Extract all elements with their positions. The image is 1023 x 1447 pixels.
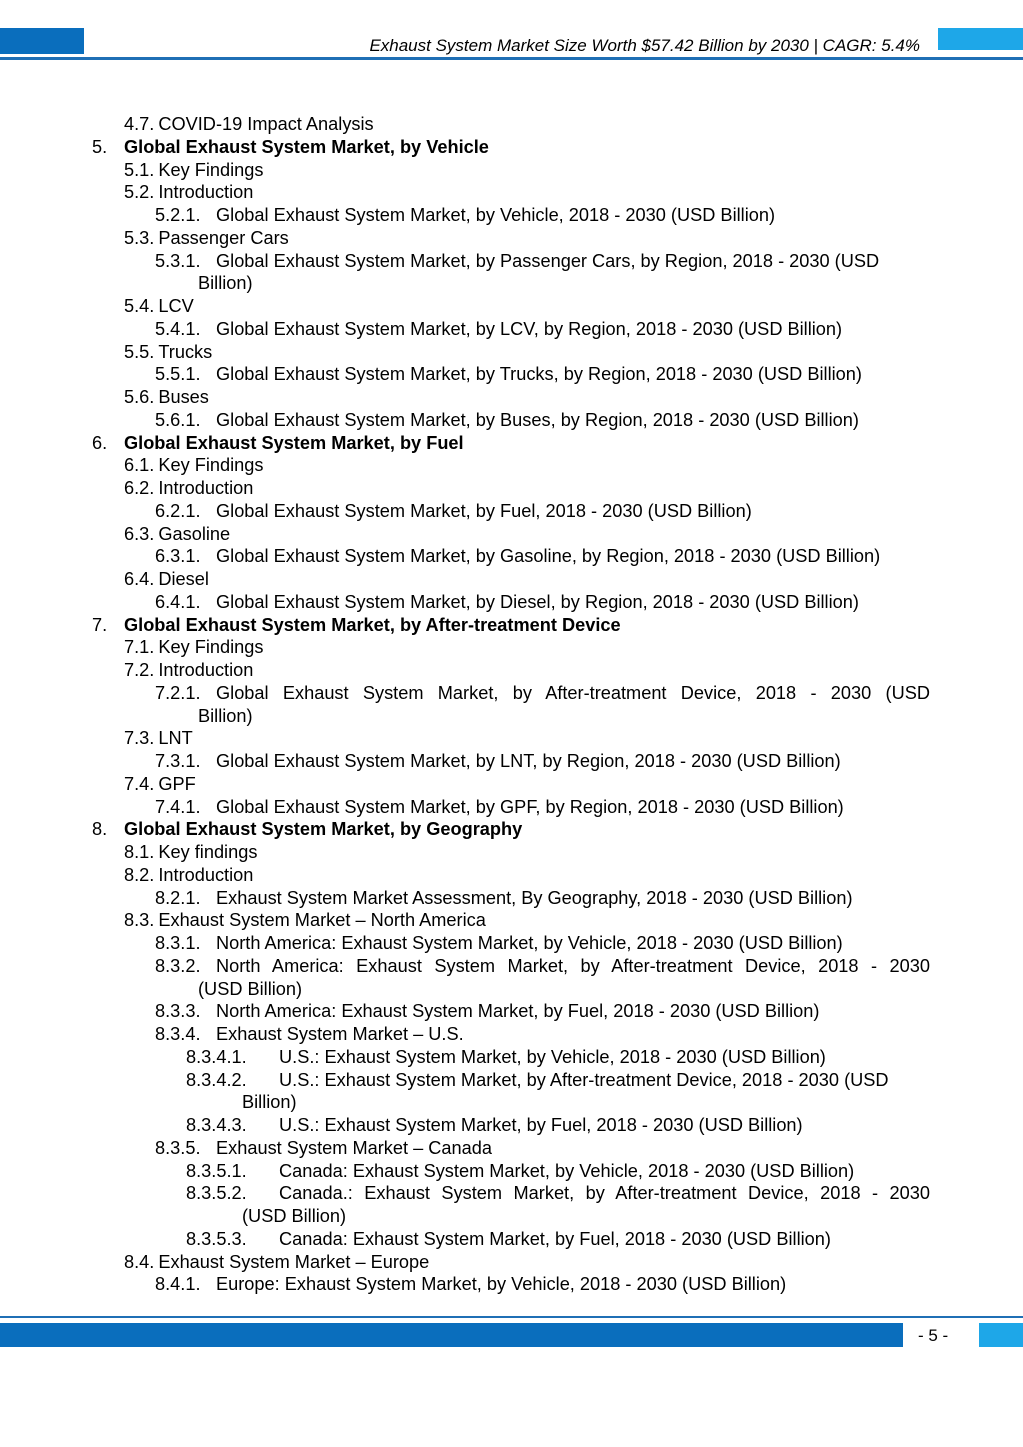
toc-entry-number: 5.4.: [124, 296, 155, 316]
toc-entry-text: LNT: [158, 728, 193, 749]
toc-entry-text: Global Exhaust System Market, by Vehicle: [124, 136, 489, 157]
toc-entry-number: 6.2.: [124, 478, 155, 498]
toc-entry-number: 7.2.: [124, 660, 155, 680]
toc-entry: [0, 773, 930, 796]
toc-entry: [0, 1228, 930, 1251]
toc-entry-text: Global Exhaust System Market, by Fuel: [124, 432, 464, 453]
toc-entry: [0, 136, 930, 159]
toc-entry: [0, 523, 930, 546]
toc-entry-number: 5.3.1.: [155, 250, 201, 271]
toc-entry-text: Europe: Exhaust System Market, by Vehicle, 2018 - 2030 (USD Billion): [216, 1274, 787, 1295]
toc-entry-text: Canada.: Exhaust System Market, by After-treatment Device, 2018 - 2030: [279, 1183, 930, 1204]
toc-entry: [0, 1023, 930, 1046]
toc-entry-number: 8.2.1.: [155, 887, 201, 908]
toc-entry: [0, 227, 930, 250]
header-title: Exhaust System Market Size Worth $57.42 Billion by 2030 | CAGR: 5.4%: [369, 36, 920, 55]
toc-entry-text: Buses: [158, 387, 209, 407]
toc-entry-number: 5.3.: [124, 227, 155, 248]
toc-entry: [0, 818, 930, 841]
toc-entry: [0, 477, 930, 500]
toc-entry-text: COVID-19 Impact Analysis: [158, 114, 374, 134]
toc-entry: [0, 386, 930, 409]
toc-entry-number: 6.: [92, 432, 108, 453]
toc-entry: [0, 1046, 930, 1069]
toc-entry-text: Key findings: [158, 842, 258, 862]
toc-entry-number: 8.3.5.3.: [186, 1228, 247, 1249]
toc-entry: [0, 750, 930, 773]
toc-entry: [0, 454, 930, 477]
footer-bar: [0, 1323, 903, 1347]
toc-entry-text: North America: Exhaust System Market, by After-treatment Device, 2018 - 2030: [216, 955, 930, 976]
toc-entry-text: Global Exhaust System Market, by Gasoline, by Region, 2018 - 2030 (USD Billion): [216, 546, 881, 567]
toc-entry-text: North America: Exhaust System Market, by Vehicle, 2018 - 2030 (USD Billion): [216, 933, 843, 953]
toc-entry-number: 7.2.1.: [155, 682, 201, 703]
toc-entry-number: 8.3.3.: [155, 1001, 201, 1022]
toc-entry-text: Global Exhaust System Market, by Diesel, by Region, 2018 - 2030 (USD Billion): [216, 591, 859, 612]
toc-entry-number: 7.3.: [124, 728, 155, 749]
toc-entry-continuation: Billion): [242, 1092, 297, 1113]
toc-entry-number: 8.4.: [124, 1251, 155, 1272]
toc-entry-number: 8.: [92, 819, 108, 840]
toc-entry-text: Global Exhaust System Market, by After-treatment Device: [124, 614, 621, 635]
toc-entry-number: 5.5.1.: [155, 364, 201, 385]
toc-entry-text: Exhaust System Market – U.S.: [216, 1024, 464, 1044]
toc-entry-number: 8.3.5.2.: [186, 1183, 247, 1204]
toc-entry-number: 5.1.: [124, 159, 155, 180]
toc-entry: [0, 568, 930, 591]
toc-entry: [0, 409, 930, 432]
table-of-contents: [0, 113, 1023, 1296]
toc-entry-number: 6.4.1.: [155, 591, 201, 612]
toc-entry: [0, 545, 930, 568]
header-rule: [0, 57, 1023, 60]
toc-entry-number: 5.4.1.: [155, 318, 201, 339]
toc-entry-number: 5.6.: [124, 387, 155, 407]
toc-entry-continuation: Billion): [198, 705, 253, 726]
toc-entry: [0, 636, 930, 659]
toc-entry-number: 8.3.1.: [155, 933, 201, 953]
toc-entry-text: Gasoline: [158, 523, 231, 544]
toc-entry: [0, 204, 930, 227]
toc-entry: [0, 295, 930, 318]
toc-entry-text: Diesel: [158, 569, 209, 589]
toc-entry: [0, 432, 930, 455]
toc-entry-text: Global Exhaust System Market, by Buses, by Region, 2018 - 2030 (USD Billion): [216, 409, 859, 430]
toc-entry-number: 7.1.: [124, 637, 155, 658]
toc-entry-number: 8.4.1.: [155, 1274, 201, 1295]
toc-entry-number: 8.3.: [124, 910, 155, 931]
toc-entry-number: 8.3.4.1.: [186, 1046, 247, 1067]
toc-entry-text: U.S.: Exhaust System Market, by Vehicle, 2018 - 2030 (USD Billion): [279, 1046, 826, 1067]
toc-entry-text: Global Exhaust System Market, by Fuel, 2018 - 2030 (USD Billion): [216, 500, 752, 521]
toc-entry: [0, 113, 930, 136]
toc-entry-number: 7.3.1.: [155, 751, 201, 771]
toc-entry: [0, 591, 930, 614]
toc-entry-number: 8.3.4.: [155, 1024, 201, 1044]
toc-entry-number: 8.3.4.2.: [186, 1069, 247, 1090]
footer-accent-right: [979, 1323, 1023, 1347]
toc-entry-text: Exhaust System Market – Europe: [158, 1251, 430, 1272]
toc-entry-text: Introduction: [158, 660, 254, 680]
toc-entry-text: Canada: Exhaust System Market, by Fuel, 2018 - 2030 (USD Billion): [279, 1228, 831, 1249]
toc-entry-text: LCV: [158, 296, 194, 316]
toc-entry-number: 8.2.: [124, 864, 155, 885]
toc-entry-number: 6.3.: [124, 523, 155, 544]
toc-entry: [0, 864, 930, 887]
toc-entry-continuation: (USD Billion): [198, 978, 303, 999]
toc-entry-continuation: Billion): [198, 273, 253, 294]
toc-entry-text: Exhaust System Market – North America: [158, 910, 486, 931]
toc-entry-text: Global Exhaust System Market, by Passenger Cars, by Region, 2018 - 2030 (USD: [216, 250, 880, 271]
toc-entry-text: North America: Exhaust System Market, by Fuel, 2018 - 2030 (USD Billion): [216, 1001, 820, 1022]
toc-entry: [0, 841, 930, 864]
toc-entry-text: U.S.: Exhaust System Market, by Fuel, 2018 - 2030 (USD Billion): [279, 1115, 803, 1135]
toc-entry: [0, 932, 930, 955]
toc-entry-number: 5.6.1.: [155, 409, 201, 430]
toc-entry: [0, 1251, 930, 1274]
toc-entry: [0, 1114, 930, 1137]
toc-entry-number: 8.3.4.3.: [186, 1115, 247, 1135]
toc-entry: [0, 614, 930, 637]
toc-entry: [0, 250, 930, 296]
toc-entry: [0, 1137, 930, 1160]
toc-entry: [0, 341, 930, 364]
toc-entry-number: 8.3.2.: [155, 955, 201, 976]
toc-entry-number: 6.2.1.: [155, 500, 201, 521]
toc-entry: [0, 363, 930, 386]
toc-entry: [0, 727, 930, 750]
toc-entry: [0, 659, 930, 682]
toc-entry-text: Global Exhaust System Market, by Geography: [124, 819, 523, 840]
toc-entry: [0, 682, 930, 728]
toc-entry-text: Key Findings: [158, 455, 264, 476]
toc-entry-text: Global Exhaust System Market, by LNT, by Region, 2018 - 2030 (USD Billion): [216, 751, 841, 771]
toc-entry: [0, 318, 930, 341]
toc-entry-text: Global Exhaust System Market, by After-treatment Device, 2018 - 2030 (USD: [216, 682, 930, 703]
toc-entry-text: Passenger Cars: [158, 227, 289, 248]
toc-entry: [0, 887, 930, 910]
toc-entry-text: Global Exhaust System Market, by Trucks, by Region, 2018 - 2030 (USD Billion): [216, 364, 862, 385]
page-number: - 5 -: [918, 1326, 949, 1345]
toc-entry-text: Trucks: [158, 341, 213, 362]
toc-entry-number: 6.4.: [124, 569, 155, 589]
toc-entry: [0, 1000, 930, 1023]
header-accent-left: [0, 28, 84, 54]
toc-entry-continuation: (USD Billion): [242, 1206, 347, 1226]
toc-entry: [0, 1160, 930, 1183]
toc-entry: [0, 500, 930, 523]
toc-entry-text: Global Exhaust System Market, by LCV, by Region, 2018 - 2030 (USD Billion): [216, 318, 843, 339]
toc-entry: [0, 955, 930, 1001]
toc-entry: [0, 909, 930, 932]
toc-entry-number: 7.4.1.: [155, 796, 201, 817]
toc-entry-number: 5.2.1.: [155, 205, 201, 225]
toc-entry: [0, 1273, 930, 1296]
footer-rule: [0, 1316, 1023, 1318]
toc-entry-text: Exhaust System Market Assessment, By Geography, 2018 - 2030 (USD Billion): [216, 887, 853, 908]
toc-entry-text: Global Exhaust System Market, by GPF, by Region, 2018 - 2030 (USD Billion): [216, 796, 844, 817]
toc-entry-text: U.S.: Exhaust System Market, by After-treatment Device, 2018 - 2030 (USD: [279, 1069, 889, 1090]
toc-entry-number: 8.3.5.1.: [186, 1160, 247, 1181]
toc-entry-number: 5.: [92, 136, 108, 157]
toc-entry-number: 5.5.: [124, 341, 155, 362]
toc-entry: [0, 159, 930, 182]
toc-entry-text: Introduction: [158, 478, 254, 498]
toc-entry-number: 6.3.1.: [155, 546, 201, 567]
toc-entry-number: 5.2.: [124, 182, 155, 203]
toc-entry-text: Key Findings: [158, 159, 264, 180]
toc-entry: [0, 796, 930, 819]
toc-entry-text: Introduction: [158, 182, 254, 203]
toc-entry: [0, 1182, 930, 1228]
toc-entry-number: 8.3.5.: [155, 1137, 201, 1158]
toc-entry-number: 4.7.: [124, 114, 155, 134]
toc-entry-text: Canada: Exhaust System Market, by Vehicle, 2018 - 2030 (USD Billion): [279, 1160, 855, 1181]
header-accent-right: [938, 28, 1023, 50]
toc-entry-number: 7.: [92, 614, 108, 635]
toc-entry-text: Global Exhaust System Market, by Vehicle, 2018 - 2030 (USD Billion): [216, 205, 776, 225]
toc-entry-text: Exhaust System Market – Canada: [216, 1137, 492, 1158]
toc-entry-text: Introduction: [158, 864, 254, 885]
toc-entry-number: 6.1.: [124, 455, 155, 476]
toc-entry: [0, 1069, 930, 1115]
toc-entry-number: 8.1.: [124, 842, 155, 862]
toc-entry-text: GPF: [158, 773, 196, 794]
toc-entry-number: 7.4.: [124, 773, 155, 794]
toc-entry: [0, 181, 930, 204]
toc-entry-text: Key Findings: [158, 637, 264, 658]
